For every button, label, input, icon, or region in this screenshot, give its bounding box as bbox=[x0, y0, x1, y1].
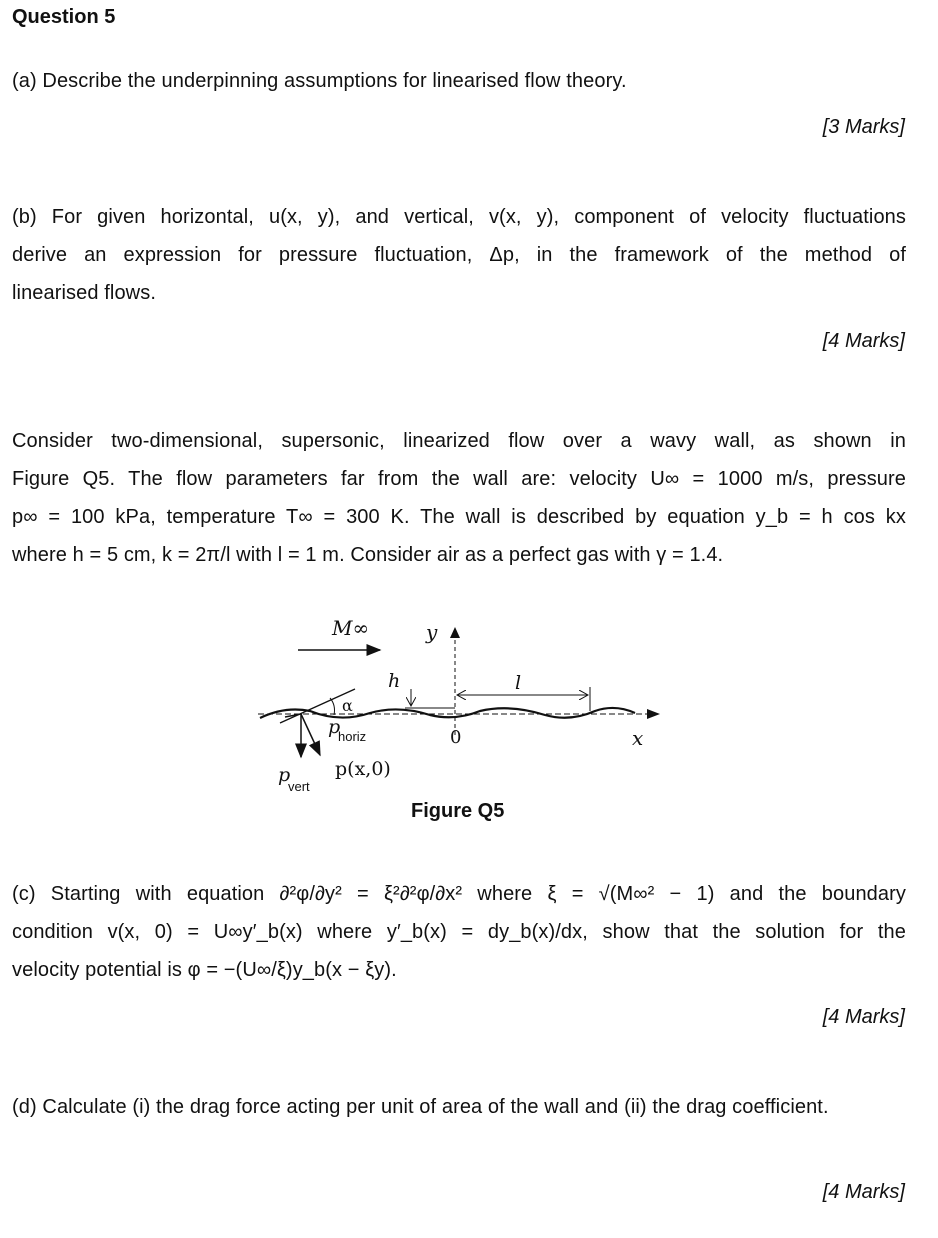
y-axis-arrowhead bbox=[450, 627, 460, 638]
part-b-line-3: linearised flows. bbox=[12, 282, 156, 304]
p-horiz-label: p bbox=[328, 716, 341, 738]
origin-label: 0 bbox=[450, 727, 462, 748]
x-axis-arrowhead bbox=[647, 709, 660, 719]
context-line-3: p∞ = 100 kPa, temperature T∞ = 300 K. The wall is described by equation y_b = h cos kx bbox=[12, 506, 906, 528]
part-c-text bbox=[12, 875, 906, 989]
wavy-wall bbox=[260, 708, 635, 718]
part-b-marks: [4 Marks] bbox=[822, 330, 905, 352]
x-axis-label: x bbox=[632, 726, 644, 750]
p-vert-label: p bbox=[278, 764, 291, 786]
mach-label: M∞ bbox=[332, 616, 370, 640]
context-paragraph bbox=[12, 422, 906, 574]
alpha-label: α bbox=[342, 696, 353, 715]
p-horiz-subscript: horiz bbox=[338, 729, 367, 744]
part-c-line-2: condition v(x, 0) = U∞y′_b(x) where y′_b(x) = dy_b(x)/dx, show that the solution for the bbox=[12, 921, 906, 943]
part-c-line-3: velocity potential is φ = −(U∞/ξ)y_b(x − ξy). bbox=[12, 959, 397, 981]
context-line-4: where h = 5 cm, k = 2π/l with l = 1 m. Consider air as a perfect gas with γ = 1.4. bbox=[12, 544, 724, 566]
question-title: Question 5 bbox=[12, 6, 116, 28]
h-label: h bbox=[388, 670, 401, 692]
part-b-line-1: (b) For given horizontal, u(x, y), and vertical, v(x, y), component of velocity fluctuations bbox=[12, 206, 906, 228]
figure-q5-diagram bbox=[250, 605, 680, 800]
p-x0-label: p(x,0) bbox=[335, 758, 391, 780]
part-c-line-1: (c) Starting with equation ∂²φ/∂y² = ξ²∂²φ/∂x² where ξ = √(M∞² − 1) and the boundary bbox=[12, 883, 906, 905]
part-b-text bbox=[12, 198, 906, 312]
wavelength-label: l bbox=[515, 672, 522, 694]
p-vert-subscript: vert bbox=[288, 779, 310, 794]
p-total-arrow bbox=[301, 714, 320, 755]
part-d-marks: [4 Marks] bbox=[822, 1181, 905, 1203]
part-c-marks: [4 Marks] bbox=[822, 1006, 905, 1028]
part-d-text: (d) Calculate (i) the drag force acting per unit of area of the wall and (ii) the drag coefficient. bbox=[12, 1096, 829, 1118]
y-axis-label: y bbox=[426, 620, 438, 644]
part-a-marks: [3 Marks] bbox=[822, 116, 905, 138]
figure-caption: Figure Q5 bbox=[411, 800, 505, 822]
context-line-2: Figure Q5. The flow parameters far from the wall are: velocity U∞ = 1000 m/s, pressure bbox=[12, 468, 906, 490]
part-b-line-2: derive an expression for pressure fluctuation, Δp, in the framework of the method of bbox=[12, 244, 906, 266]
context-line-1: Consider two-dimensional, supersonic, linearized flow over a wavy wall, as shown in bbox=[12, 430, 906, 452]
part-a-text: (a) Describe the underpinning assumptions for linearised flow theory. bbox=[12, 70, 627, 92]
